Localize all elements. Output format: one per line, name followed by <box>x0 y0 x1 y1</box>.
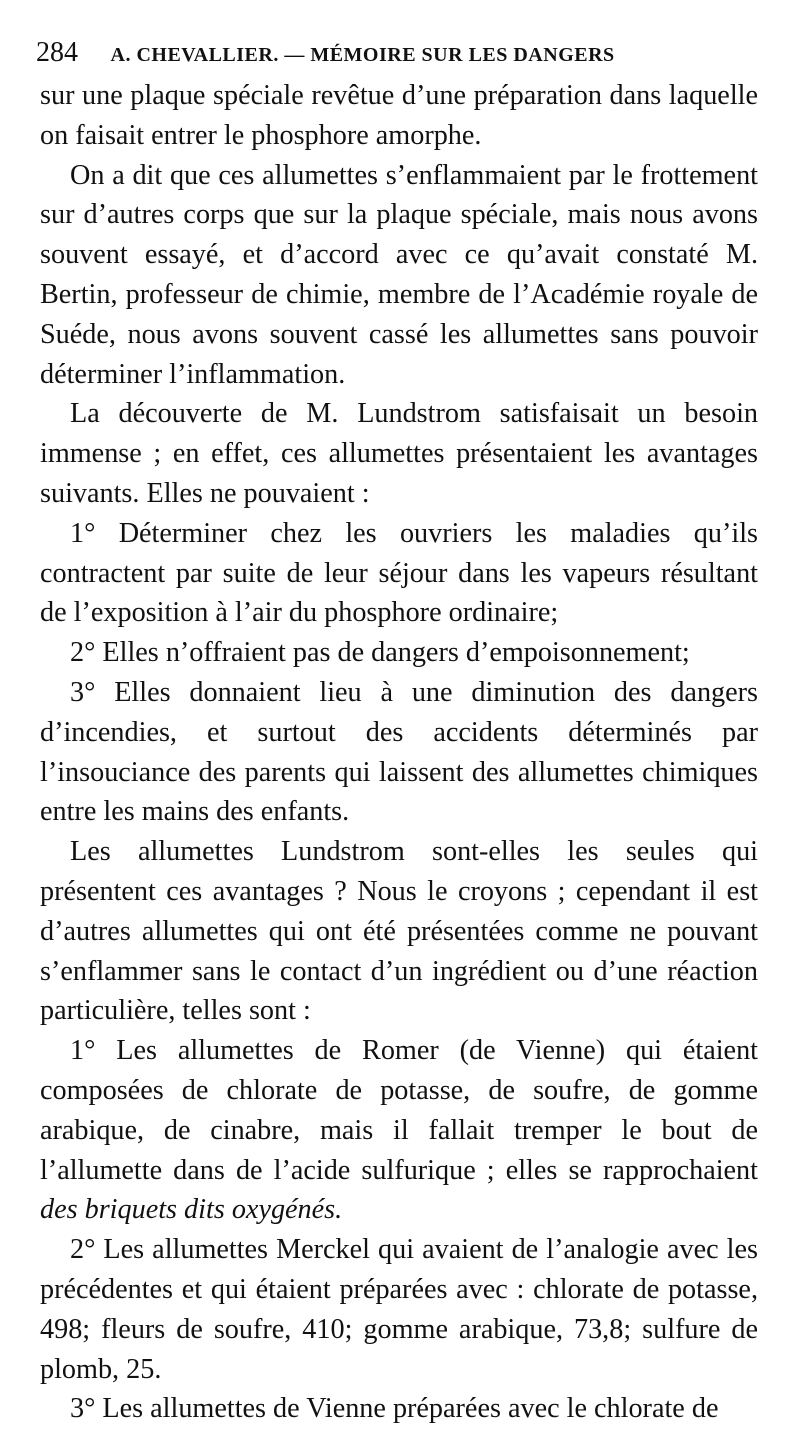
paragraph: Les allumettes Lundstrom sont-elles les seules qui présentent ces avantages ? Nous le croyons ; cependant il est d’autres allumettes qui ont été présentées comme ne pouvant s’enflammer sans le contact d’un ingrédient ou d’une réaction particulière, telles sont : <box>40 836 758 1027</box>
list-item: 3° Les allumettes de Vienne préparées avec le chlorate de <box>70 1393 719 1425</box>
running-header <box>36 38 756 70</box>
page-number: 284 <box>36 37 78 68</box>
list-item-text: 1° Les allumettes de Romer (de Vienne) qui étaient composées de chlorate de potasse, de soufre, de gomme arabique, de cinabre, mais il fallait tremper le bout de l’allumette dans de l’acide sulfurique ; elles se rapprochaient <box>40 1035 758 1186</box>
running-title: A. CHEVALLIER. — MÉMOIRE SUR LES DANGERS <box>110 44 615 66</box>
body-text <box>40 76 758 1429</box>
paragraph: La découverte de M. Lundstrom satisfaisait un besoin immense ; en effet, ces allumettes présentaient les avantages suivants. Elles ne pouvaient : <box>40 398 758 509</box>
list-item: 2° Les allumettes Merckel qui avaient de l’analogie avec les précédentes et qui étaient préparées avec : chlorate de potasse, 498; fleurs de soufre, 410; gomme arabique, 73,8; sulfure de plomb, 25. <box>40 1234 758 1385</box>
list-item: 2° Elles n’offraient pas de dangers d’empoisonnement; <box>70 637 690 669</box>
list-item: 1° Déterminer chez les ouvriers les maladies qu’ils contractent par suite de leur séjour dans les vapeurs résultant de l’exposition à l’air du phosphore ordinaire; <box>40 517 758 629</box>
paragraph: sur une plaque spéciale revêtue d’une préparation dans laquelle on faisait entrer le phosphore amorphe. <box>40 80 758 151</box>
list-item: 3° Elles donnaient lieu à une diminution des dangers d’incendies, et surtout des accidents déterminés par l’insouciance des parents qui laissent des allumettes chimiques entre les mains des enfants. <box>40 676 758 828</box>
list-item <box>40 1031 758 1230</box>
paragraph: On a dit que ces allumettes s’enflammaient par le frottement sur d’autres corps que sur la plaque spéciale, mais nous avons souvent essayé, et d’accord avec ce qu’avait constaté M. Bertin, professeur de chimie, membre de l’Académie royale de Suéde, nous avons souvent cassé les allumettes sans pouvoir déterminer l’inflammation. <box>40 159 758 390</box>
italic-phrase: des briquets dits oxygénés. <box>40 1194 343 1226</box>
